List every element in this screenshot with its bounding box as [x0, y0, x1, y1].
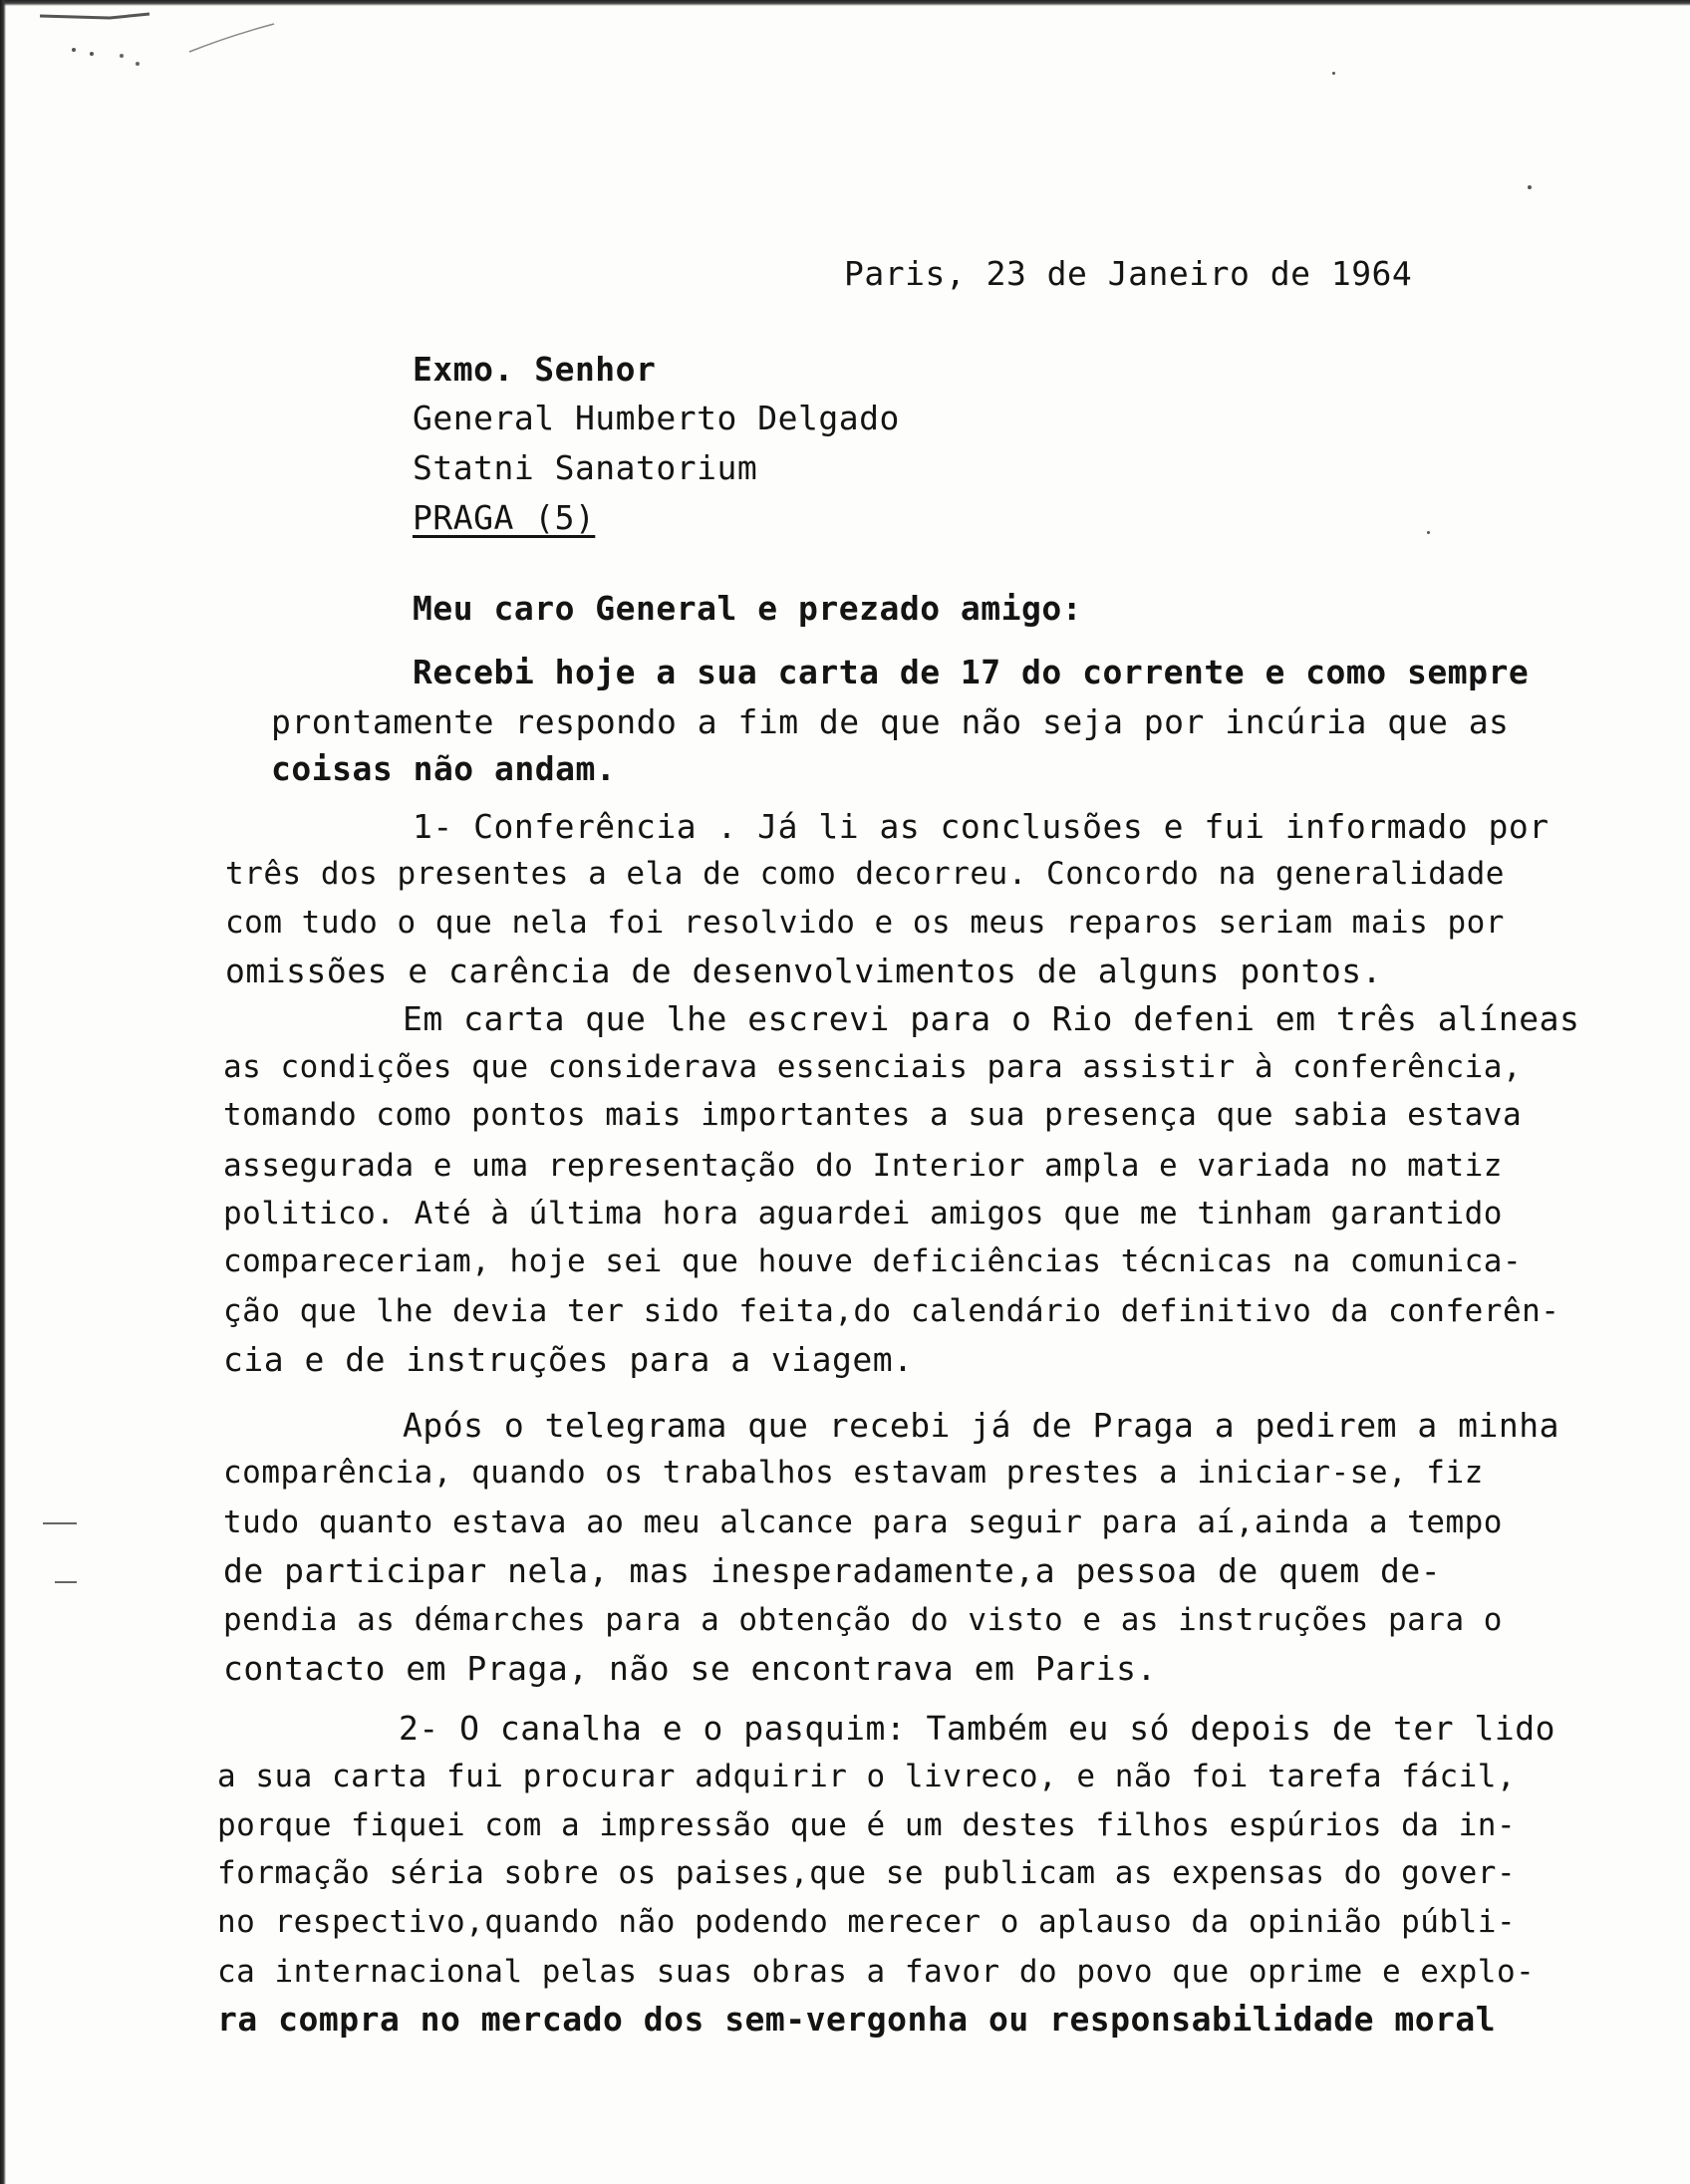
- scan-mark: [40, 10, 279, 70]
- body-line: tudo quanto estava ao meu alcance para seguir para aí,ainda a tempo: [223, 1504, 1503, 1540]
- body-line: prontamente respondo a fim de que não seja por incúria que as: [271, 702, 1510, 741]
- scan-dash: [55, 1581, 77, 1583]
- scan-edge-top: [0, 0, 1690, 6]
- body-line: a sua carta fui procurar adquirir o livreco, e não foi tarefa fácil,: [217, 1759, 1517, 1794]
- scan-edge-left: [0, 0, 6, 2184]
- scan-speck: [1427, 531, 1430, 534]
- address-line: PRAGA (5): [413, 498, 596, 537]
- body-line: comparência, quando os trabalhos estavam prestes a iniciar-se, fiz: [223, 1455, 1484, 1491]
- body-line: tomando como pontos mais importantes a sua presença que sabia estava: [223, 1097, 1523, 1133]
- body-line: 1- Conferência . Já li as conclusões e fui informado por: [413, 807, 1549, 846]
- body-line: Após o telegrama que recebi já de Praga a pedirem a minha: [403, 1406, 1559, 1445]
- body-line: Recebi hoje a sua carta de 17 do corrente e como sempre: [413, 653, 1530, 691]
- letter-date: Paris, 23 de Janeiro de 1964: [844, 254, 1413, 293]
- address-line: Statni Sanatorium: [413, 448, 758, 487]
- body-line: ra compra no mercado dos sem-vergonha ou responsabilidade moral: [217, 2000, 1497, 2039]
- body-line: ca internacional pelas suas obras a favor do povo que oprime e explo-: [217, 1954, 1536, 1990]
- body-line: coisas não andam.: [271, 749, 617, 788]
- body-line: contacto em Praga, não se encontrava em Paris.: [223, 1649, 1157, 1688]
- body-line: porque fiquei com a impressão que é um destes filhos espúrios da in-: [217, 1807, 1517, 1843]
- body-line: cia e de instruções para a viagem.: [223, 1340, 914, 1379]
- scan-dash: [43, 1522, 77, 1524]
- body-line: de participar nela, mas inesperadamente,a pessoa de quem de-: [223, 1551, 1442, 1590]
- body-line: pendia as démarches para a obtenção do visto e as instruções para o: [223, 1602, 1503, 1638]
- body-line: ção que lhe devia ter sido feita,do calendário definitivo da conferên-: [223, 1293, 1560, 1329]
- body-line: assegurada e uma representação do Interior ampla e variada no matiz: [223, 1148, 1503, 1184]
- address-line: General Humberto Delgado: [413, 399, 900, 437]
- body-line: 2- O canalha e o pasquim: Também eu só depois de ter lido: [399, 1709, 1555, 1748]
- body-line: omissões e carência de desenvolvimentos de alguns pontos.: [225, 952, 1382, 990]
- address-line: Exmo. Senhor: [413, 350, 657, 389]
- scan-speck: [1528, 185, 1532, 189]
- body-line: três dos presentes a ela de como decorreu. Concordo na generalidade: [225, 856, 1505, 892]
- body-line: Em carta que lhe escrevi para o Rio defeni em três alíneas: [403, 999, 1580, 1038]
- salutation: Meu caro General e prezado amigo:: [413, 589, 1083, 628]
- body-line: com tudo o que nela foi resolvido e os meus reparos seriam mais por: [225, 905, 1505, 941]
- body-line: formação séria sobre os paises,que se publicam as expensas do gover-: [217, 1855, 1517, 1891]
- body-line: politico. Até à última hora aguardei amigos que me tinham garantido: [223, 1196, 1503, 1231]
- scan-speck: [1332, 72, 1335, 75]
- body-line: no respectivo,quando não podendo merecer o aplauso da opinião públi-: [217, 1904, 1517, 1940]
- body-line: as condições que considerava essenciais para assistir à conferência,: [223, 1049, 1523, 1085]
- body-line: compareceriam, hoje sei que houve deficiências técnicas na comunica-: [223, 1243, 1523, 1279]
